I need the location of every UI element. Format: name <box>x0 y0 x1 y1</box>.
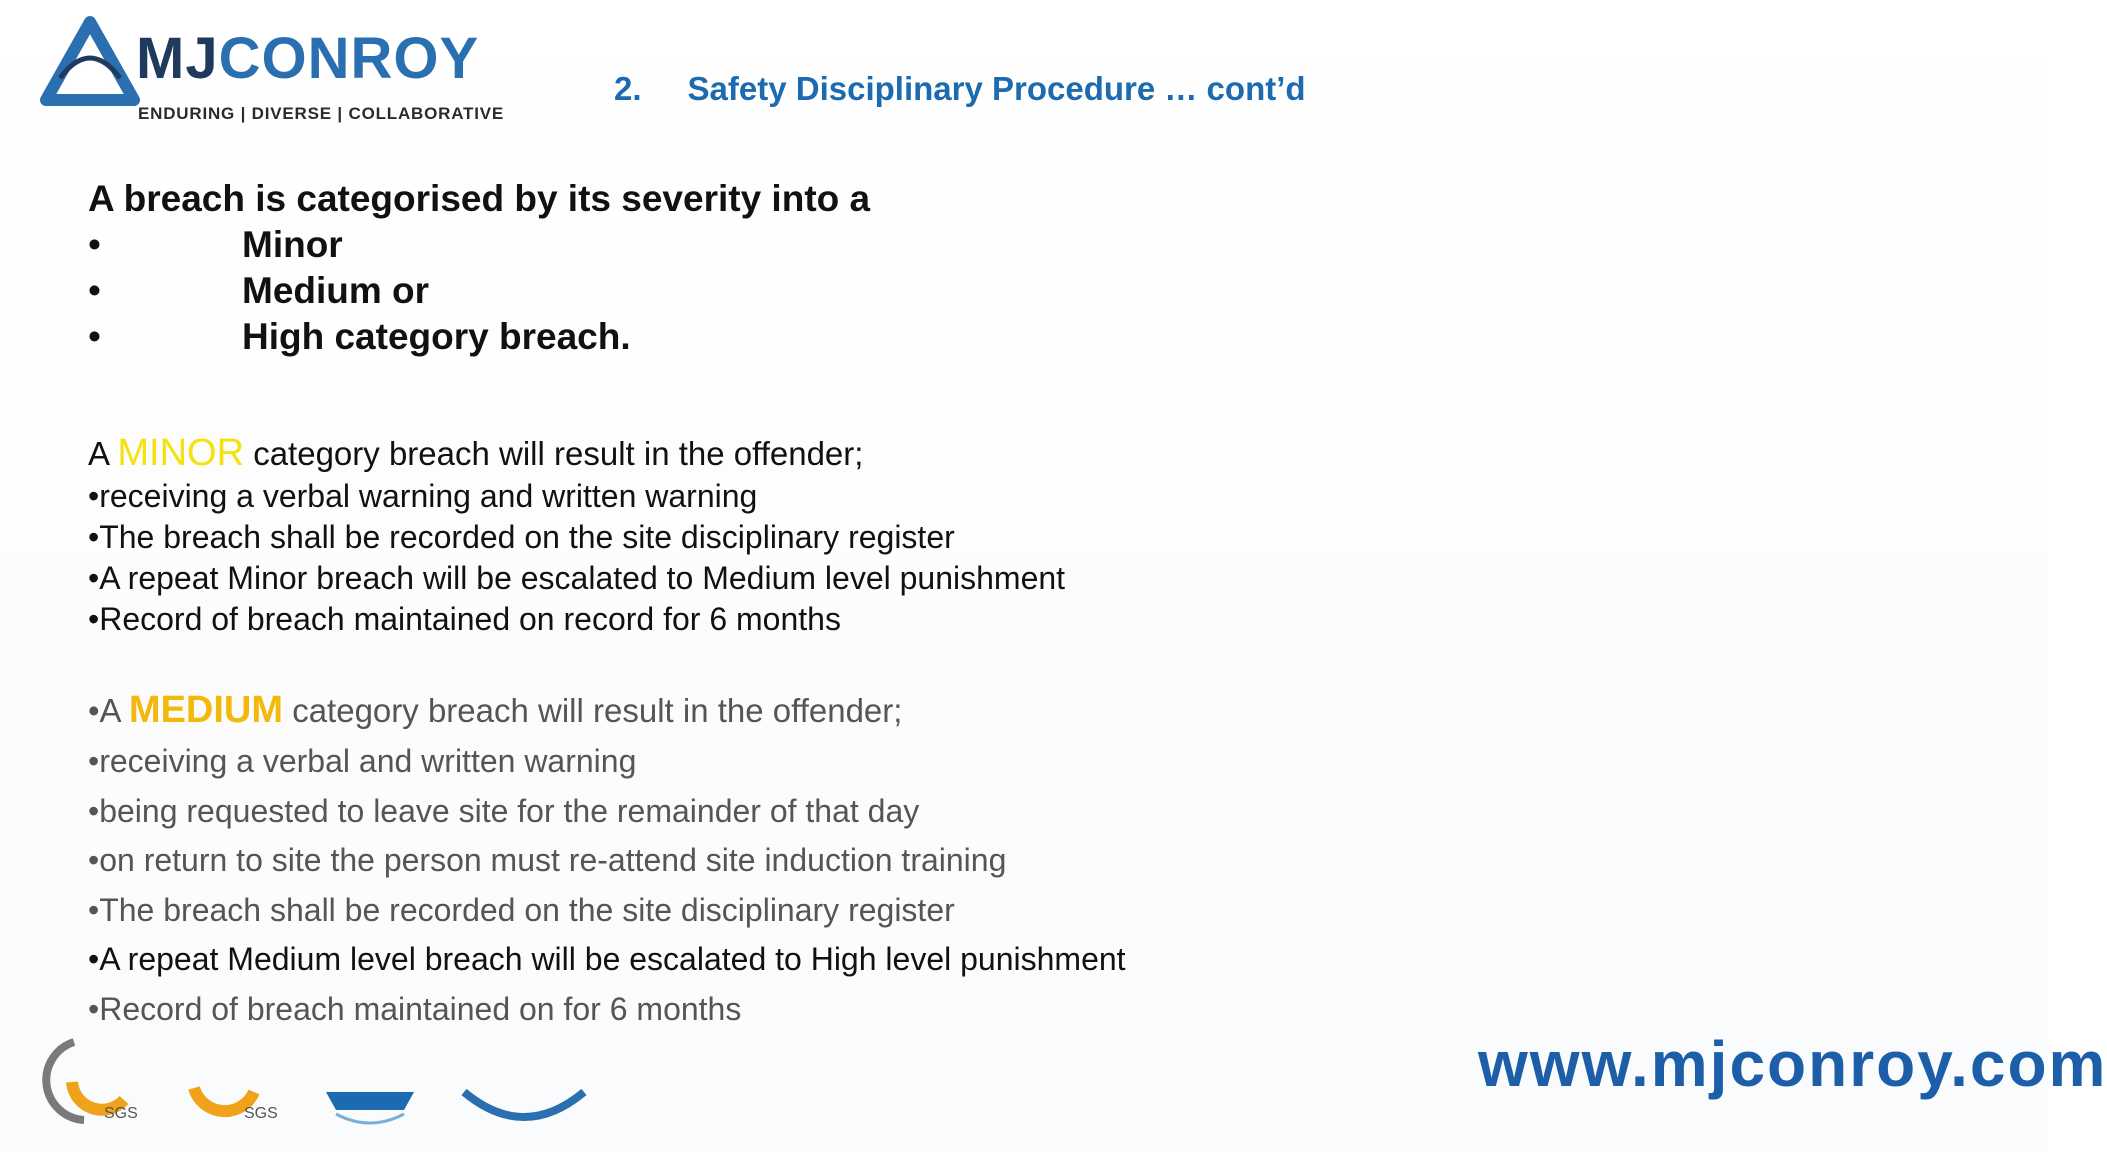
list-item: •The breach shall be recorded on the site disciplinary register <box>88 891 955 928</box>
list-item: •A repeat Medium level breach will be escalated to High level punishment <box>88 941 1126 977</box>
triangle-logo-icon <box>40 18 140 108</box>
minor-consequences-list <box>88 476 1065 640</box>
slide-content <box>88 176 1588 1027</box>
title-number: 2. <box>614 70 642 107</box>
company-logo <box>40 18 520 128</box>
cert-label: SGS <box>104 1105 138 1122</box>
medium-consequences-list <box>88 737 1126 1034</box>
list-item: •on return to site the person must re-attend site induction training <box>88 842 1007 878</box>
bullet: • <box>88 270 101 311</box>
brand-name: MJCONROY <box>136 26 480 91</box>
list-item: •being requested to leave site for the remainder of that day <box>88 792 920 829</box>
list-item: •Record of breach maintained on for 6 months <box>88 990 742 1027</box>
minor-heading: A MINOR category breach will result in the offender; <box>88 432 864 474</box>
slide-title <box>614 70 1306 108</box>
list-item: •receiving a verbal warning and written warning <box>88 478 758 514</box>
minor-keyword: MINOR <box>117 432 245 474</box>
list-item: •receiving a verbal and written warning <box>88 743 637 779</box>
title-text: Safety Disciplinary Procedure … cont’d <box>687 70 1306 107</box>
certification-badges-icon <box>44 1030 624 1152</box>
medium-keyword: MEDIUM <box>128 689 284 731</box>
bullet: • <box>88 316 101 357</box>
category-item: • Minor <box>88 222 1588 268</box>
bullet: • <box>88 224 101 265</box>
medium-heading: •A MEDIUM category breach will result in the offender; <box>88 689 903 731</box>
website-url[interactable]: www.mjconroy.com <box>1478 1028 2107 1100</box>
brand-tagline: ENDURING | DIVERSE | COLLABORATIVE <box>138 104 505 123</box>
category-list <box>88 222 1588 360</box>
intro-heading: A breach is categorised by its severity into a <box>88 178 871 219</box>
category-item: • High category breach. <box>88 314 1588 360</box>
minor-section <box>88 431 1065 640</box>
list-item: •Record of breach maintained on record for 6 months <box>88 601 841 637</box>
medium-section <box>88 684 1126 1034</box>
cert-label: SGS <box>244 1105 278 1122</box>
category-item: • Medium or <box>88 268 1588 314</box>
list-item: •A repeat Minor breach will be escalated to Medium level punishment <box>88 560 1066 596</box>
certification-logos <box>44 1030 624 1152</box>
list-item: •The breach shall be recorded on the site disciplinary register <box>88 519 955 555</box>
